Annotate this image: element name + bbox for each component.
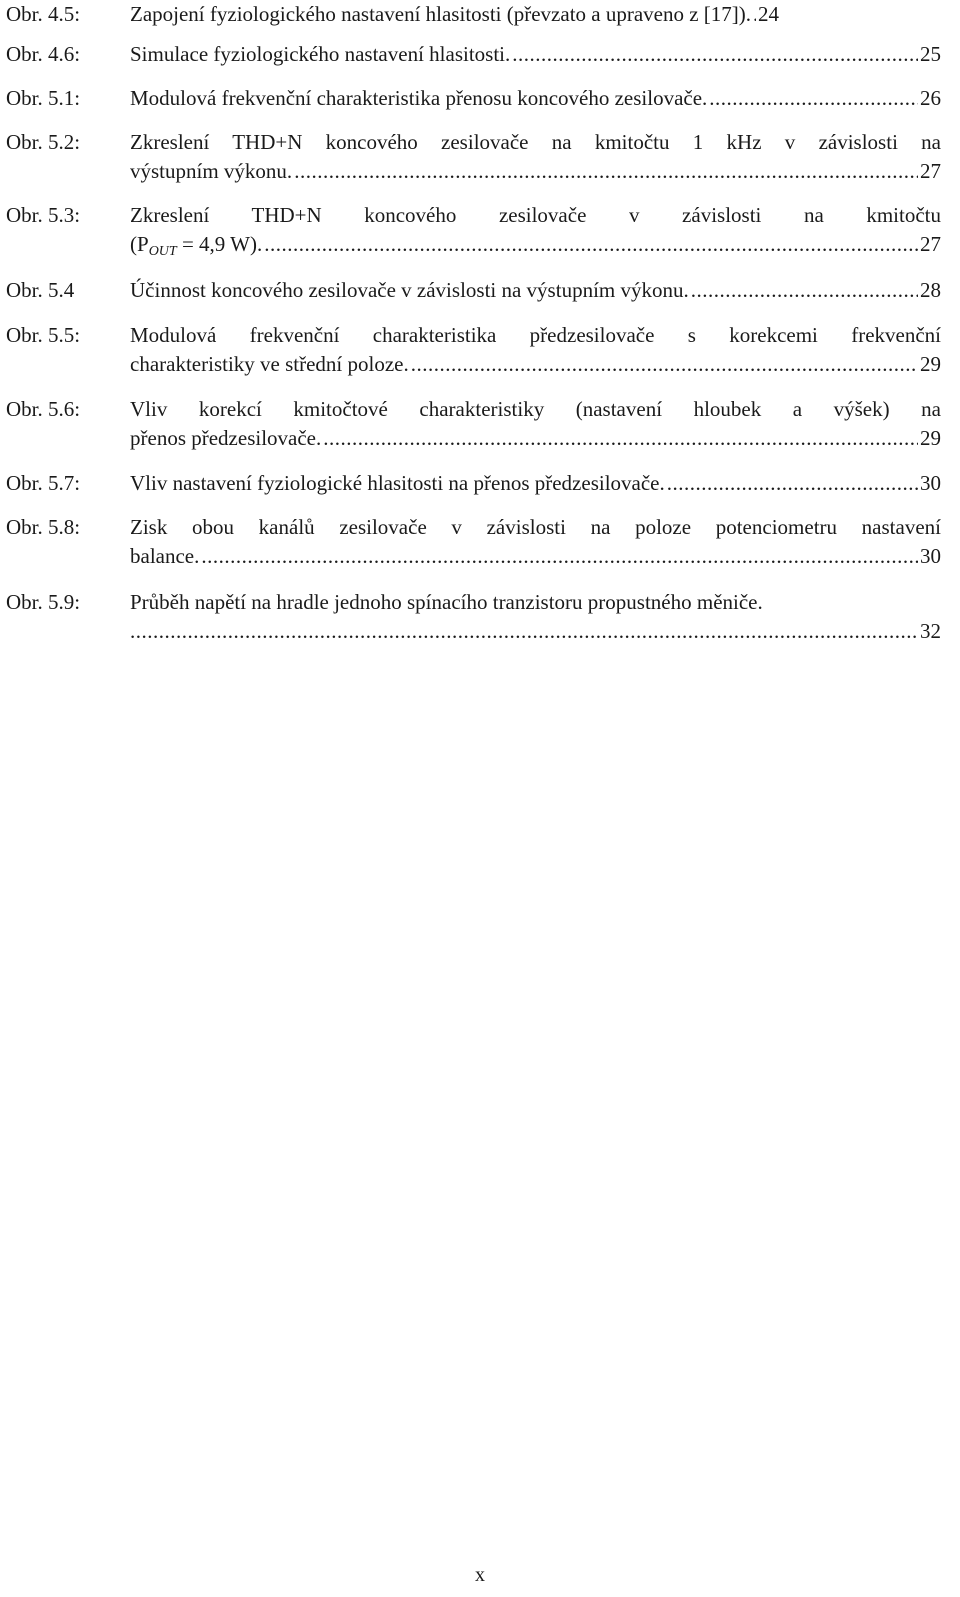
figure-entry[interactable] — [6, 0, 941, 29]
figure-title-continued: balance. — [130, 544, 200, 568]
figure-title: Průběh napětí na hradle jednoho spínacího tranzistoru propustného měniče. — [130, 590, 763, 614]
figure-title-continued: charakteristiky ve střední poloze. — [130, 352, 409, 376]
figure-entry[interactable] — [6, 201, 941, 266]
page-number: 30 — [920, 544, 941, 568]
figure-entry[interactable] — [6, 469, 941, 498]
figure-entry[interactable] — [6, 128, 941, 186]
figure-title: Modulová frekvenční charakteristika předzesilovače s korekcemi frekvenční — [130, 323, 941, 347]
figure-title: Vliv korekcí kmitočtové charakteristiky (nastavení hloubek a výšek) na — [130, 397, 941, 421]
page-number: 24 — [758, 2, 780, 26]
figure-entry[interactable] — [6, 321, 941, 379]
figure-label: Obr. 5.7: — [6, 471, 81, 495]
figure-title: Modulová frekvenční charakteristika přenosu koncového zesilovače. — [130, 86, 708, 110]
leader-dots — [130, 617, 918, 646]
figure-title: Zkreslení THD+N koncového zesilovače na kmitočtu 1 kHz v závislosti na — [130, 130, 941, 154]
figure-label: Obr. 5.5: — [6, 323, 81, 347]
figure-entry[interactable] — [6, 40, 941, 69]
figure-entry[interactable] — [6, 84, 941, 113]
figure-title: Účinnost koncového zesilovače v závislosti na výstupním výkonu. — [130, 278, 689, 302]
leader-dots — [294, 157, 918, 186]
leader-dots — [264, 230, 918, 259]
leader-dots — [691, 276, 918, 305]
figure-label: Obr. 5.3: — [6, 203, 81, 227]
page-number: 32 — [920, 619, 941, 643]
figure-title-continued: přenos předzesilovače. — [130, 426, 322, 450]
figure-title: Zisk obou kanálů zesilovače v závislosti na poloze potenciometru nastavení — [130, 515, 941, 539]
leader-dots — [667, 469, 918, 498]
figure-label: Obr. 5.6: — [6, 397, 81, 421]
figure-label: Obr. 5.4 — [6, 278, 75, 302]
figure-label: Obr. 5.9: — [6, 590, 81, 614]
figure-label: Obr. 4.5: — [6, 2, 81, 26]
figure-title-continued: výstupním výkonu. — [130, 159, 293, 183]
page-number: 28 — [920, 278, 941, 302]
figure-label: Obr. 5.1: — [6, 86, 81, 110]
leader-dots — [512, 40, 918, 69]
leader-dots — [323, 424, 918, 453]
page-number: 30 — [920, 471, 941, 495]
page-number: 29 — [920, 426, 941, 450]
page-number: 25 — [920, 42, 941, 66]
page-footer-number: x — [475, 1564, 485, 1586]
leader-dots — [201, 542, 918, 571]
figure-title: Vliv nastavení fyziologické hlasitosti na přenos předzesilovače. — [130, 471, 665, 495]
figure-title: Simulace fyziologického nastavení hlasitosti. — [130, 42, 511, 66]
figure-entry[interactable] — [6, 395, 941, 453]
leader-dots — [753, 0, 756, 29]
figure-entry[interactable] — [6, 588, 941, 646]
page-number: 27 — [920, 232, 941, 256]
leader-dots — [411, 350, 918, 379]
figure-title: Zapojení fyziologického nastavení hlasitosti (převzato a upraveno z [17]). — [130, 2, 752, 26]
figure-entry[interactable] — [6, 513, 941, 571]
figure-label: Obr. 4.6: — [6, 42, 81, 66]
page-number: 29 — [920, 352, 941, 376]
figure-title-continued: ($P_{OUT} = 4,9$ W). — [130, 232, 263, 259]
page-number: 27 — [920, 159, 941, 183]
figure-label: Obr. 5.8: — [6, 515, 81, 539]
figure-label: Obr. 5.2: — [6, 130, 81, 154]
figure-title: Zkreslení THD+N koncového zesilovače v závislosti na kmitočtu — [130, 203, 941, 227]
page-number: 26 — [920, 86, 941, 110]
leader-dots — [709, 84, 918, 113]
figure-entry[interactable] — [6, 276, 941, 305]
